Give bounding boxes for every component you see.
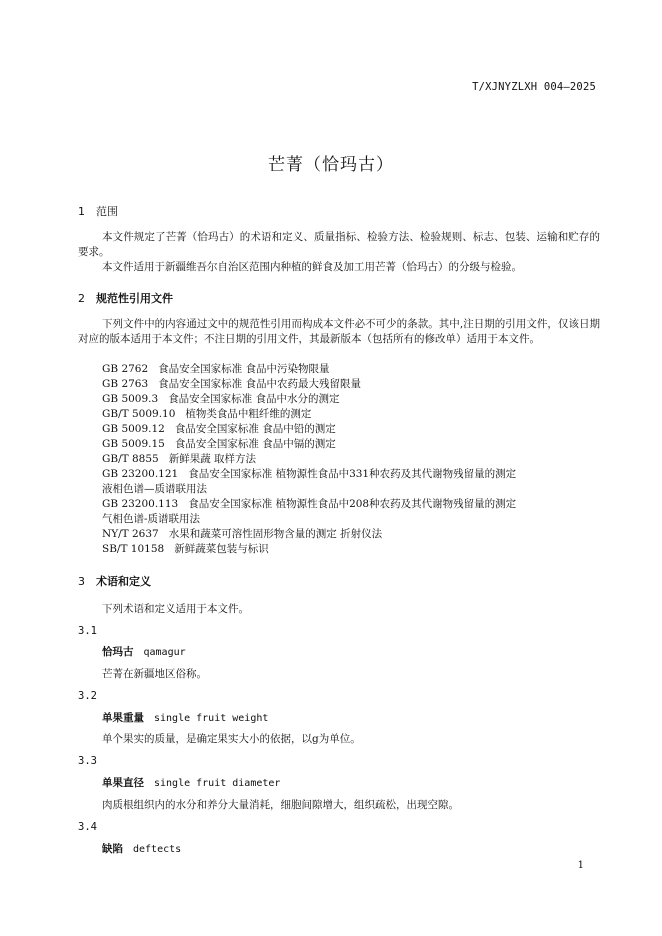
- reference-item: [102, 497, 516, 512]
- reference-list: [102, 362, 516, 557]
- normative-references-intro: 下列文件中的内容通过文中的规范性引用而构成本文件必不可少的条款。其中,注日期的引用文件，仅该日期对应的版本适用于本文件；不注日期的引用文件，其最新版本（包括所有的修改单）适用于本文件。: [78, 318, 600, 345]
- scope-paragraph-2: 本文件适用于新疆维吾尔自治区范围内种植的鲜食及加工用芒菁（恰玛古）的分级与检验。: [102, 261, 522, 273]
- reference-title: 食品安全国家标准 食品中污染物限量: [158, 363, 330, 375]
- term-number: 3.3: [78, 755, 97, 767]
- section-1-heading: [78, 203, 118, 219]
- reference-item: [102, 527, 516, 542]
- term-heading: [102, 710, 268, 725]
- reference-title: 食品安全国家标准 食品中镉的测定: [174, 438, 336, 450]
- reference-item: [102, 542, 516, 557]
- reference-code: SB/T 10158: [102, 543, 165, 555]
- section-number: 2: [78, 292, 85, 305]
- reference-continuation: [102, 482, 516, 497]
- reference-code: GB 5009.12: [102, 423, 165, 435]
- term-en: single fruit weight: [154, 713, 269, 724]
- reference-item: [102, 437, 516, 452]
- reference-code: GB 2763: [102, 378, 149, 390]
- term-heading: [102, 841, 181, 856]
- section-number: 3: [78, 575, 85, 588]
- reference-item: [102, 362, 516, 377]
- reference-code: NY/T 2637: [102, 528, 159, 540]
- term-heading: [102, 644, 186, 659]
- page-number: 1: [577, 860, 584, 871]
- reference-code: GB 5009.3: [102, 393, 159, 405]
- term-en: deftects: [133, 844, 182, 855]
- reference-item: [102, 467, 516, 482]
- reference-item: [102, 407, 516, 422]
- term-heading: [102, 775, 280, 790]
- term-zh: 单果重量: [102, 712, 144, 724]
- reference-title: 新鲜果蔬 取样方法: [168, 453, 257, 465]
- section-title: 范围: [96, 205, 118, 218]
- reference-title: 食品安全国家标准 食品中农药最大残留限量: [158, 378, 362, 390]
- term-number: 3.2: [78, 690, 97, 702]
- section-title: 术语和定义: [96, 575, 151, 588]
- reference-item: [102, 377, 516, 392]
- reference-item: [102, 452, 516, 467]
- term-zh: 单果直径: [102, 777, 144, 789]
- section-2-heading: [78, 290, 173, 306]
- term-en: single fruit diameter: [154, 778, 281, 789]
- reference-title: 食品安全国家标准 食品中铅的测定: [174, 423, 336, 435]
- term-en: qamagur: [143, 647, 186, 658]
- document-title: 芒菁（恰玛古）: [268, 155, 394, 175]
- reference-code: GB 5009.15: [102, 438, 165, 450]
- reference-code: GB 23200.121: [102, 468, 179, 480]
- term-number: 3.4: [78, 821, 97, 833]
- reference-title: 食品安全国家标准 植物源性食品中208种农药及其代谢物残留量的测定: [188, 498, 517, 510]
- reference-code: GB 23200.113: [102, 498, 179, 510]
- standard-number: T/XJNYZLXH 004—2025: [472, 81, 596, 93]
- reference-title: 新鲜蔬菜包装与标识: [174, 543, 269, 555]
- term-zh: 缺陷: [102, 843, 123, 855]
- term-definition: 芒菁在新疆地区俗称。: [102, 668, 207, 680]
- section-number: 1: [78, 205, 85, 218]
- term-zh: 恰玛古: [102, 646, 134, 658]
- reference-code: GB/T 5009.10: [102, 408, 176, 420]
- reference-continuation: [102, 512, 516, 527]
- reference-title: 植物类食品中粗纤维的测定: [185, 408, 312, 420]
- reference-title: 食品安全国家标准 食品中水分的测定: [168, 393, 340, 405]
- reference-title: 食品安全国家标准 植物源性食品中331种农药及其代谢物残留量的测定: [188, 468, 517, 480]
- term-number: 3.1: [78, 625, 97, 637]
- reference-title: 液相色谱—质谱联用法: [102, 483, 207, 495]
- reference-code: GB/T 8855: [102, 453, 159, 465]
- reference-code: GB 2762: [102, 363, 149, 375]
- section-3-heading: [78, 573, 151, 589]
- terms-intro: 下列术语和定义适用于本文件。: [102, 603, 249, 615]
- term-definition: 肉质根组织内的水分和养分大量消耗，细胞间隙增大，组织疏松，出现空隙。: [102, 799, 459, 811]
- reference-item: [102, 392, 516, 407]
- term-definition: 单个果实的质量，是确定果实大小的依据，以g为单位。: [102, 733, 361, 745]
- reference-title: 气相色谱-质谱联用法: [102, 513, 201, 525]
- reference-item: [102, 422, 516, 437]
- section-title: 规范性引用文件: [96, 292, 173, 305]
- scope-paragraph-1: 本文件规定了芒菁（恰玛古）的术语和定义、质量指标、检验方法、检验规则、标志、包装、运输和贮存的要求。: [78, 231, 600, 258]
- reference-title: 水果和蔬菜可溶性固形物含量的测定 折射仪法: [168, 528, 383, 540]
